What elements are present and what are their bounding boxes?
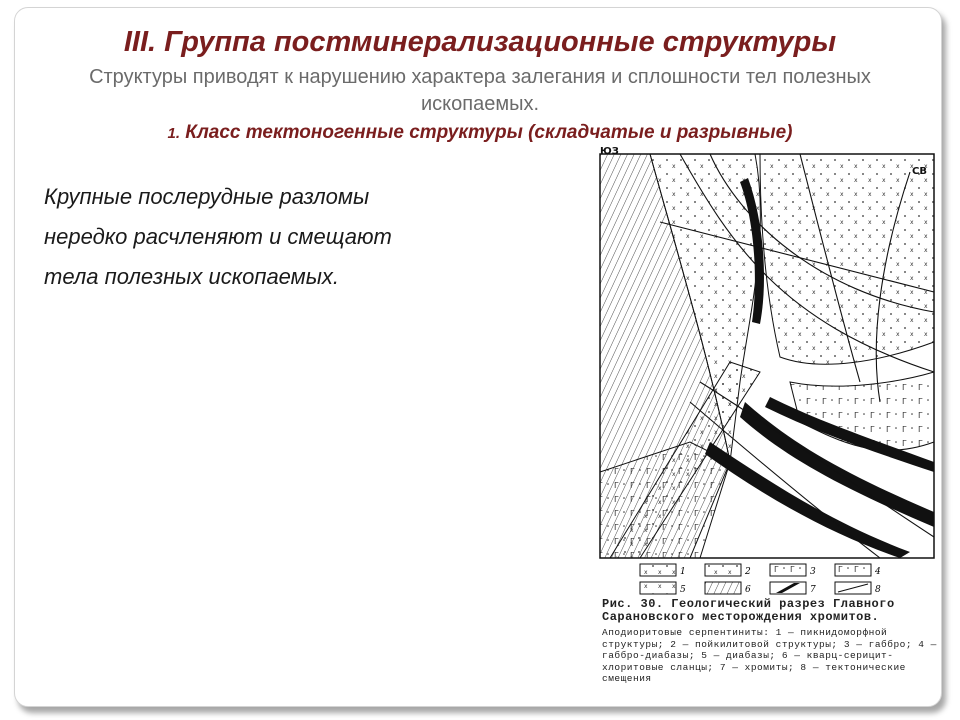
slide-subtitle: Структуры приводят к нарушению характера залегания и сплошности тел полезных ископаемых. — [89, 66, 871, 115]
legend-num: 5 — [680, 585, 686, 595]
legend-num: 2 — [745, 567, 751, 577]
figure-legend — [640, 564, 881, 595]
body-text — [44, 177, 484, 297]
legend-num: 6 — [745, 585, 751, 595]
legend-num: 4 — [875, 567, 881, 577]
body-line: Крупные послерудные разломы — [44, 184, 370, 209]
legend-num: 7 — [810, 585, 816, 595]
class-number: 1. — [167, 125, 181, 142]
class-text: Класс тектоногенные структуры (складчатые и разрывные) — [185, 122, 793, 142]
legend-num: 3 — [810, 567, 816, 577]
corner-label-ne: СВ — [912, 166, 927, 177]
body-line: нередко расчленяют и смещают — [44, 224, 392, 249]
legend-num: 8 — [875, 585, 881, 595]
body-line: тела полезных ископаемых. — [44, 264, 340, 289]
figure-caption-title: Рис. 30. Геологический разрез Главного Сарановского месторождения хромитов. — [602, 597, 895, 624]
corner-label-sw: ЮЗ — [600, 146, 619, 157]
legend-num: 1 — [680, 567, 686, 577]
figure-caption-legend: Аподиоритовые серпентиниты: 1 — пикнидоморфной структуры; 2 — пойкилитовой структуры; 3 — габбро; 4 — габбро-диабазы; 5 — диабазы; 6 — кварц-серицит-хлоритовые сланцы; 7 — хромиты; 8 — тектонические смещения — [602, 627, 937, 684]
slide-title: III. Группа постминерализационные структуры — [123, 26, 837, 58]
figure-caption — [602, 598, 940, 685]
class-heading — [20, 122, 940, 142]
